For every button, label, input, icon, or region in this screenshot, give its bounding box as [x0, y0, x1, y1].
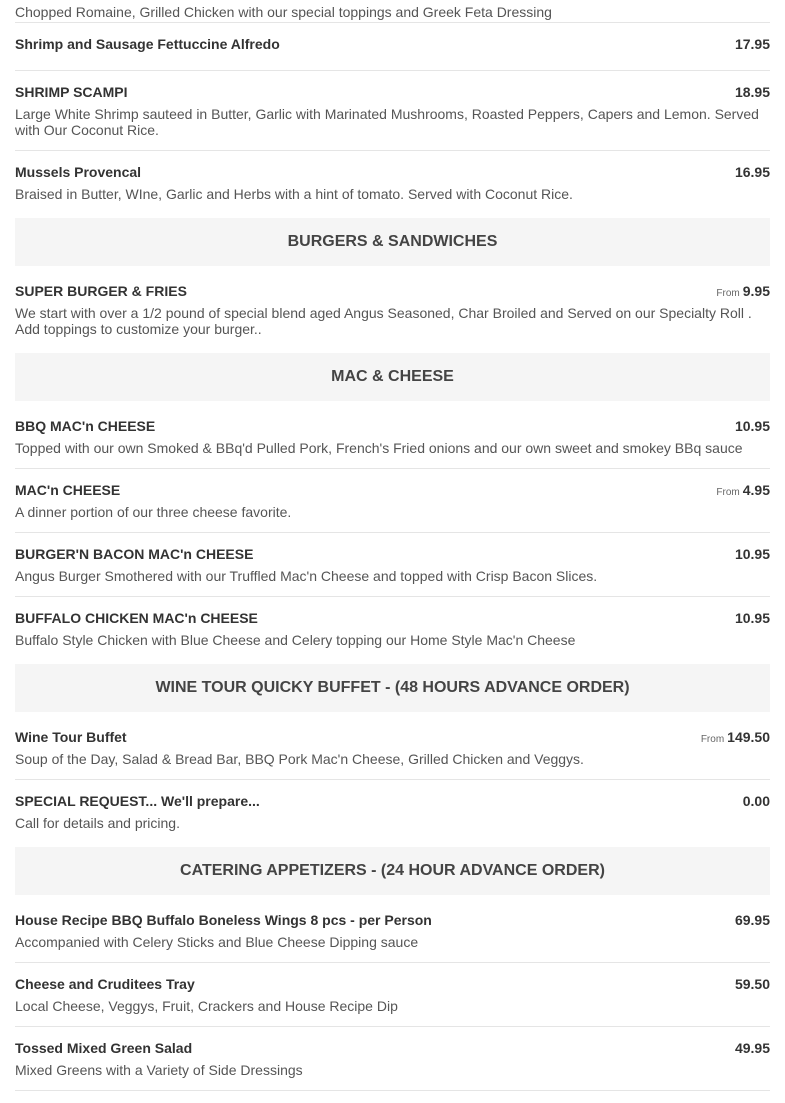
price-value: 9.95 — [742, 283, 770, 299]
item-price: 49.95 — [734, 1040, 770, 1056]
item-description: Soup of the Day, Salad & Bread Bar, BBQ Pork Mac'n Cheese, Grilled Chicken and Veggys. — [15, 751, 584, 767]
item-price: 69.95 — [734, 912, 770, 928]
item-price: 10.95 — [734, 610, 770, 626]
item-name: BUFFALO CHICKEN MAC'n CHEESE — [15, 610, 258, 626]
section-header-burgers: BURGERS & SANDWICHES — [15, 218, 770, 266]
menu-item[interactable] — [15, 899, 770, 963]
from-label: From — [700, 734, 725, 745]
item-description: Mixed Greens with a Variety of Side Dressings — [15, 1062, 303, 1078]
item-price: 16.95 — [734, 164, 770, 180]
menu-item[interactable] — [15, 533, 770, 597]
menu-item[interactable] — [15, 23, 770, 71]
item-price: 17.95 — [734, 36, 770, 52]
price-value: 4.95 — [742, 482, 770, 498]
item-description: Topped with our own Smoked & BBq'd Pulled Pork, French's Fried onions and our own sweet and smokey BBq sauce — [15, 440, 743, 456]
item-description: Chopped Romaine, Grilled Chicken with our special toppings and Greek Feta Dressing — [15, 4, 552, 20]
menu-item[interactable] — [15, 780, 770, 844]
item-description: Angus Burger Smothered with our Truffled Mac'n Cheese and topped with Crisp Bacon Slices. — [15, 568, 598, 584]
item-name: SUPER BURGER & FRIES — [15, 283, 187, 299]
menu-item[interactable] — [15, 1027, 770, 1091]
item-description: Local Cheese, Veggys, Fruit, Crackers and House Recipe Dip — [15, 998, 398, 1014]
section-header-catering: CATERING APPETIZERS - (24 HOUR ADVANCE ORDER) — [15, 847, 770, 895]
item-price: 18.95 — [734, 84, 770, 100]
item-price — [716, 283, 770, 299]
menu-item[interactable] — [15, 270, 770, 350]
item-name: MAC'n CHEESE — [15, 482, 121, 498]
item-description: Buffalo Style Chicken with Blue Cheese and Celery topping our Home Style Mac'n Cheese — [15, 632, 576, 648]
item-description: We start with over a 1/2 pound of special blend aged Angus Seasoned, Char Broiled and Served on our Specialty Roll . Add toppings to customize your burger.. — [15, 305, 752, 337]
item-price: 0.00 — [742, 793, 770, 809]
menu-item[interactable] — [15, 963, 770, 1027]
item-description: Call for details and pricing. — [15, 815, 180, 831]
item-name: SHRIMP SCAMPI — [15, 84, 128, 100]
section-header-wine-tour: WINE TOUR QUICKY BUFFET - (48 HOURS ADVANCE ORDER) — [15, 664, 770, 712]
menu-item[interactable] — [15, 597, 770, 661]
item-name: House Recipe BBQ Buffalo Boneless Wings 8 pcs - per Person — [15, 912, 432, 928]
item-description: Accompanied with Celery Sticks and Blue Cheese Dipping sauce — [15, 934, 419, 950]
menu-item[interactable] — [15, 469, 770, 533]
menu-item[interactable] — [15, 716, 770, 780]
item-name: BURGER'N BACON MAC'n CHEESE — [15, 546, 254, 562]
item-name: Cheese and Cruditees Tray — [15, 976, 195, 992]
menu-item[interactable] — [15, 71, 770, 151]
item-price: 10.95 — [734, 418, 770, 434]
from-label: From — [716, 288, 740, 299]
from-label: From — [716, 487, 740, 498]
item-name: Mussels Provencal — [15, 164, 142, 180]
menu-item[interactable] — [15, 151, 770, 215]
item-description: A dinner portion of our three cheese favorite. — [15, 504, 292, 520]
menu-item[interactable] — [15, 0, 770, 23]
section-header-mac: MAC & CHEESE — [15, 353, 770, 401]
item-name: Shrimp and Sausage Fettuccine Alfredo — [15, 36, 280, 52]
item-name: Tossed Mixed Green Salad — [15, 1040, 193, 1056]
item-description: Large White Shrimp sauteed in Butter, Garlic with Marinated Mushrooms, Roasted Peppers, Capers and Lemon. Served with Our Coconut Rice. — [15, 106, 759, 138]
price-value: 149.50 — [727, 729, 770, 745]
item-price — [701, 729, 770, 745]
menu-item[interactable] — [15, 405, 770, 469]
item-name: SPECIAL REQUEST... We'll prepare... — [15, 793, 260, 809]
item-name: BBQ MAC'n CHEESE — [15, 418, 156, 434]
item-price — [716, 482, 770, 498]
item-price: 10.95 — [734, 546, 770, 562]
item-price: 59.50 — [734, 976, 770, 992]
item-name: Wine Tour Buffet — [15, 729, 127, 745]
item-description: Braised in Butter, WIne, Garlic and Herbs with a hint of tomato. Served with Coconut Rice. — [15, 186, 573, 202]
